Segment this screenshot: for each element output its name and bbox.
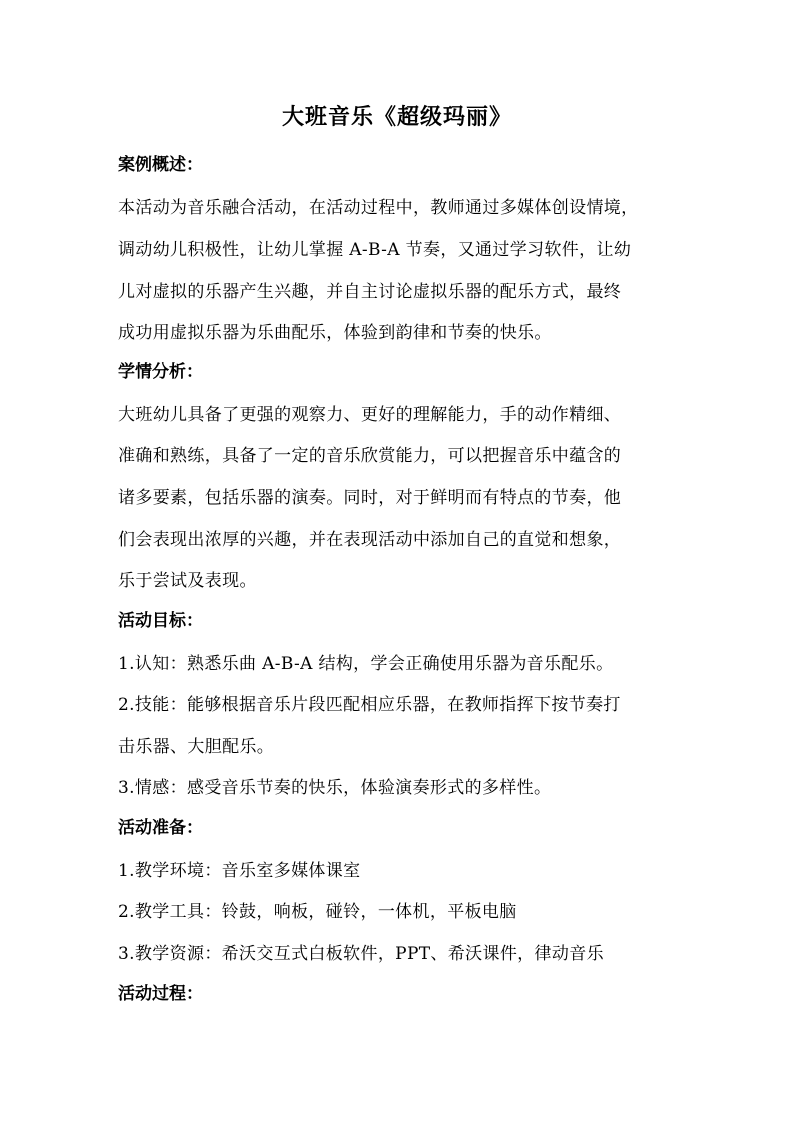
analysis-line: 大班幼儿具备了更强的观察力、更好的理解能力，手的动作精细、	[118, 405, 622, 425]
document-title: 大班音乐《超级玛丽》	[281, 104, 512, 130]
preparation-line: 1.教学环境：音乐室多媒体课室	[118, 861, 361, 881]
analysis-line: 乐于尝试及表现。	[118, 571, 257, 591]
analysis-line: 们会表现出浓厚的兴趣，并在表现活动中添加自己的直觉和想象，	[118, 530, 622, 550]
overview-line: 调动幼儿积极性，让幼儿掌握 A-B-A 节奏，又通过学习软件，让幼	[118, 240, 632, 260]
section-heading-overview: 案例概述：	[118, 155, 203, 175]
preparation-line: 3.教学资源：希沃交互式白板软件，PPT、希沃课件，律动音乐	[118, 944, 604, 964]
section-heading-analysis: 学情分析：	[118, 362, 203, 382]
section-heading-process: 活动过程：	[118, 984, 203, 1004]
goals-line: 3.情感：感受音乐节奏的快乐，体验演奏形式的多样性。	[118, 778, 552, 798]
section-heading-goals: 活动目标：	[118, 611, 203, 631]
overview-line: 儿对虚拟的乐器产生兴趣，并自主讨论虚拟乐器的配乐方式，最终	[118, 282, 622, 302]
overview-line: 本活动为音乐融合活动，在活动过程中，教师通过多媒体创设情境，	[118, 198, 639, 218]
section-heading-preparation: 活动准备：	[118, 818, 203, 838]
analysis-line: 诸多要素，包括乐器的演奏。同时，对于鲜明而有特点的节奏，他	[118, 488, 622, 508]
goals-line: 1.认知：熟悉乐曲 A-B-A 结构，学会正确使用乐器为音乐配乐。	[118, 654, 614, 674]
goals-line: 2.技能：能够根据音乐片段匹配相应乐器，在教师指挥下按节奏打	[118, 695, 621, 715]
preparation-line: 2.教学工具：铃鼓，响板，碰铃，一体机，平板电脑	[118, 902, 517, 922]
goals-line: 击乐器、大胆配乐。	[118, 737, 275, 757]
overview-line: 成功用虚拟乐器为乐曲配乐，体验到韵律和节奏的快乐。	[118, 323, 552, 343]
analysis-line: 准确和熟练，具备了一定的音乐欣赏能力，可以把握音乐中蕴含的	[118, 446, 622, 466]
